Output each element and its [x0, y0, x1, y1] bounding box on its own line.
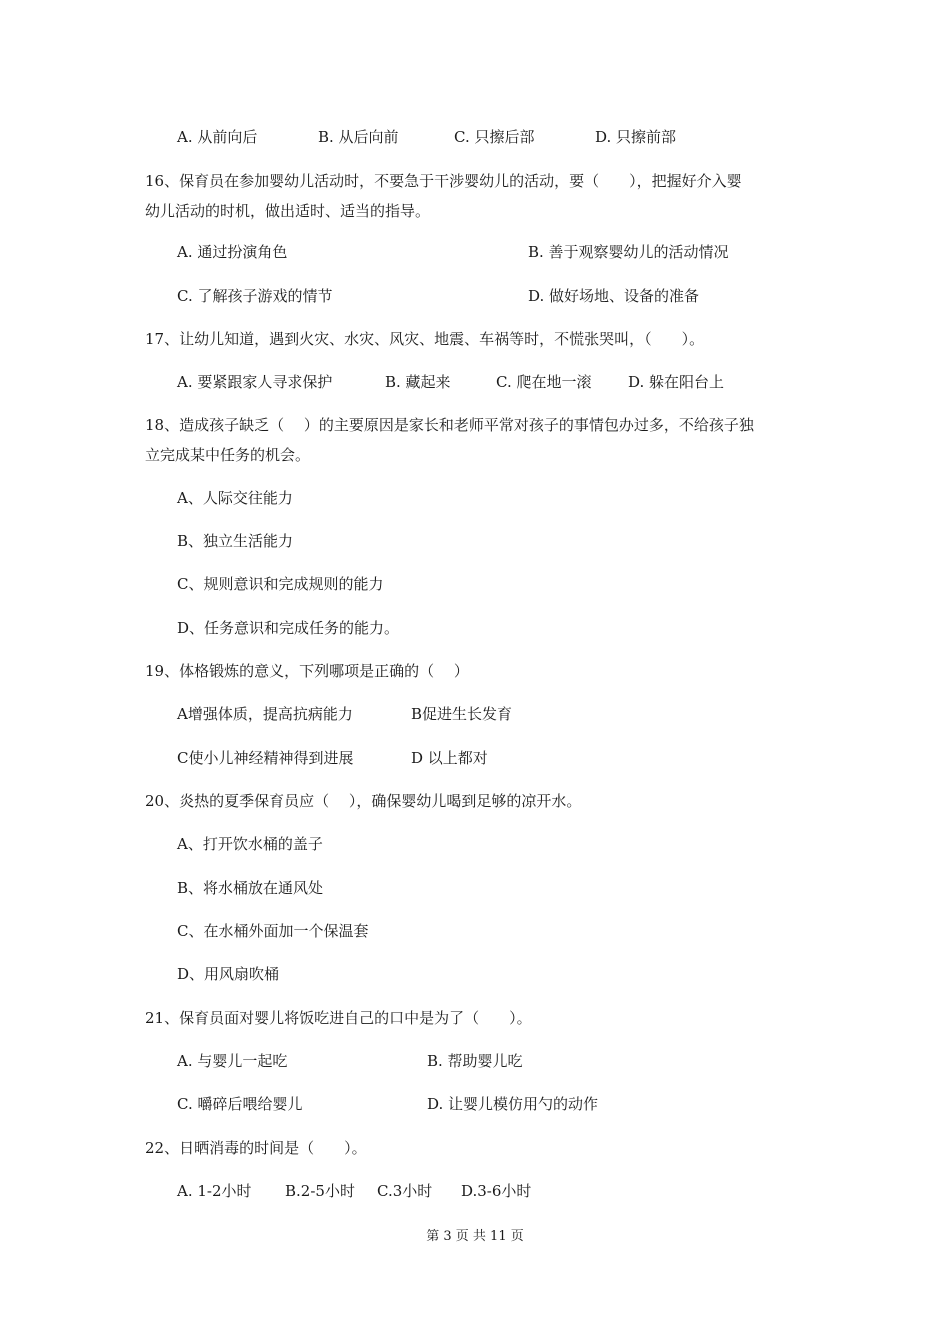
q21-option-c: C. 嚼碎后喂给婴儿 [177, 1095, 303, 1113]
q16-option-d: D. 做好场地、设备的准备 [528, 287, 700, 305]
q17-option-d: D. 躲在阳台上 [628, 373, 725, 391]
q15-option-c: C. 只擦后部 [454, 128, 535, 146]
q18-option-c: C、规则意识和完成规则的能力 [177, 575, 384, 593]
q21-option-b: B. 帮助婴儿吃 [427, 1052, 523, 1070]
q16-stem-line1: 16、保育员在参加婴幼儿活动时，不要急于干涉婴幼儿的活动，要（ ），把握好介入婴 [145, 172, 742, 190]
q20-stem: 20、炎热的夏季保育员应（ ），确保婴幼儿喝到足够的凉开水。 [145, 792, 582, 810]
q19-option-a: A增强体质，提高抗病能力 [177, 705, 353, 723]
q16-option-c: C. 了解孩子游戏的情节 [177, 287, 333, 305]
q17-stem: 17、让幼儿知道，遇到火灾、水灾、风灾、地震、车祸等时，不慌张哭叫，（ ）。 [145, 330, 705, 348]
q20-option-c: C、在水桶外面加一个保温套 [177, 922, 369, 940]
q17-option-a: A. 要紧跟家人寻求保护 [177, 373, 333, 391]
q22-option-b: B.2-5小时 [285, 1182, 355, 1200]
q22-stem: 22、日晒消毒的时间是（ ）。 [145, 1139, 367, 1157]
q22-option-d: D.3-6小时 [461, 1182, 532, 1200]
q19-stem: 19、体格锻炼的意义，下列哪项是正确的（ ） [145, 662, 469, 680]
q21-option-d: D. 让婴儿模仿用勺的动作 [427, 1095, 599, 1113]
q18-stem-line1: 18、造成孩子缺乏（ ）的主要原因是家长和老师平常对孩子的事情包办过多，不给孩子独 [145, 416, 754, 434]
q22-option-c: C.3小时 [377, 1182, 433, 1200]
q18-option-a: A、人际交往能力 [177, 489, 293, 507]
q20-option-d: D、用风扇吹桶 [177, 965, 280, 983]
q16-stem-line2: 幼儿活动的时机，做出适时、适当的指导。 [145, 202, 431, 220]
q15-option-b: B. 从后向前 [318, 128, 399, 146]
q18-stem-line2: 立完成某中任务的机会。 [145, 446, 311, 464]
q16-option-a: A. 通过扮演角色 [177, 243, 288, 261]
q20-option-a: A、打开饮水桶的盖子 [177, 835, 323, 853]
q21-option-a: A. 与婴儿一起吃 [177, 1052, 288, 1070]
q17-option-c: C. 爬在地一滚 [496, 373, 592, 391]
q19-option-c: C使小儿神经精神得到进展 [177, 749, 354, 767]
q17-option-b: B. 藏起来 [385, 373, 451, 391]
page-number-footer: 第 3 页 共 11 页 [426, 1229, 524, 1244]
q15-option-a: A. 从前向后 [177, 128, 258, 146]
q15-option-d: D. 只擦前部 [595, 128, 677, 146]
q16-option-b: B. 善于观察婴幼儿的活动情况 [528, 243, 729, 261]
q18-option-d: D、任务意识和完成任务的能力。 [177, 619, 400, 637]
q18-option-b: B、独立生活能力 [177, 532, 294, 550]
q21-stem: 21、保育员面对婴儿将饭吃进自己的口中是为了（ ）。 [145, 1009, 532, 1027]
q19-option-b: B促进生长发育 [411, 705, 513, 723]
q20-option-b: B、将水桶放在通风处 [177, 879, 324, 897]
q19-option-d: D 以上都对 [411, 749, 488, 767]
q22-option-a: A. 1-2小时 [177, 1182, 252, 1200]
